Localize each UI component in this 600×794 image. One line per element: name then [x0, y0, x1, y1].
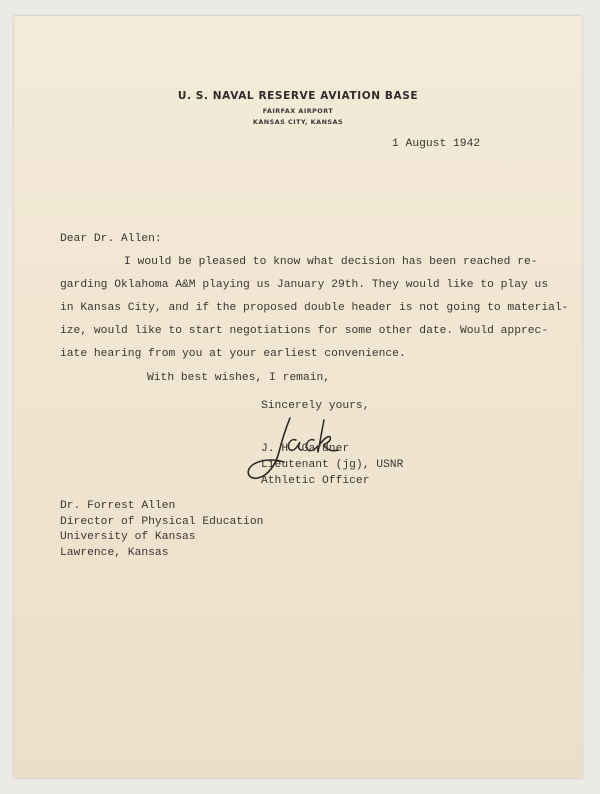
body-line-4: ize, would like to start negotiations for some other date. Would apprec-: [60, 325, 549, 337]
letterhead-city: KANSAS CITY, KANSAS: [252, 118, 344, 126]
letterhead-location: FAIRFAX AIRPORT: [262, 107, 334, 115]
body-line-3: in Kansas City, and if the proposed double header is not going to material-: [60, 302, 569, 314]
body-line-1: I would be pleased to know what decision has been reached re-: [124, 256, 538, 268]
salutation: Dear Dr. Allen:: [60, 233, 162, 245]
closing-line: With best wishes, I remain,: [147, 372, 331, 384]
signer-rank: Lieutenant (jg), USNR: [261, 459, 404, 471]
letterhead-organization: U. S. NAVAL RESERVE AVIATION BASE: [177, 90, 419, 102]
recipient-address: [60, 499, 263, 561]
recipient-line: Director of Physical Education: [60, 515, 264, 528]
valediction: Sincerely yours,: [261, 400, 370, 412]
body-line-5: iate hearing from you at your earliest convenience.: [60, 348, 406, 360]
recipient-line: Lawrence, Kansas: [60, 546, 169, 559]
signer-name: J. H. Gardner: [261, 443, 350, 455]
recipient-line: University of Kansas: [60, 531, 196, 543]
letter-date: 1 August 1942: [392, 138, 481, 150]
letter-paper: [14, 16, 582, 778]
signer-title: Athletic Officer: [261, 475, 370, 487]
recipient-line: Dr. Forrest Allen: [60, 500, 176, 512]
body-line-2: garding Oklahoma A&M playing us January 29th. They would like to play us: [60, 279, 549, 291]
